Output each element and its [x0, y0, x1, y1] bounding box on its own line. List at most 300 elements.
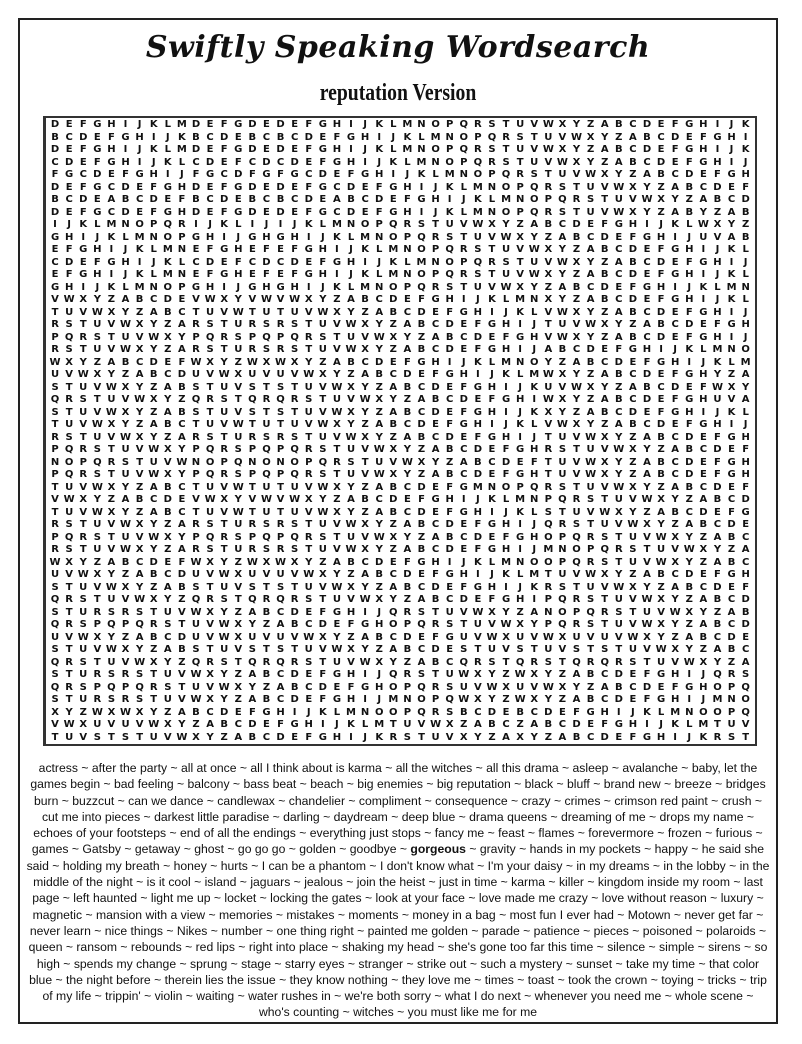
grid-letter: D	[290, 156, 299, 168]
grid-letter: O	[713, 706, 722, 718]
grid-letter: U	[290, 306, 299, 318]
grid-letter: W	[359, 656, 371, 668]
grid-letter: B	[657, 319, 665, 330]
grid-letter: H	[276, 706, 285, 718]
grid-letter: I	[504, 381, 508, 393]
grid-letter: S	[206, 544, 214, 555]
grid-letter: Z	[135, 419, 144, 430]
word-list-item: happy	[654, 842, 688, 857]
grid-letter: R	[248, 431, 257, 443]
grid-letter: T	[206, 581, 214, 593]
grid-letter: B	[389, 481, 398, 493]
word-separator: ~	[387, 972, 402, 987]
grid-letter: R	[79, 444, 88, 455]
grid-letter: A	[375, 481, 384, 493]
grid-letter: M	[472, 181, 483, 193]
grid-letter: R	[572, 594, 581, 605]
grid-row	[48, 369, 753, 382]
grid-letter: T	[79, 519, 87, 530]
grid-letter: O	[459, 131, 469, 143]
word-separator: ~	[114, 793, 129, 808]
grid-letter: T	[51, 506, 59, 518]
grid-letter: R	[544, 206, 553, 218]
grid-letter: E	[361, 181, 369, 193]
grid-letter: V	[600, 444, 609, 455]
grid-letter: S	[234, 531, 242, 543]
grid-letter: S	[276, 581, 285, 593]
grid-letter: G	[93, 181, 102, 193]
grid-letter: U	[65, 306, 74, 318]
grid-letter: D	[600, 281, 609, 293]
grid-letter: F	[403, 356, 411, 368]
grid-letter: C	[629, 144, 637, 155]
grid-letter: A	[530, 606, 539, 618]
grid-letter: W	[613, 481, 625, 493]
grid-letter: B	[121, 194, 130, 205]
grid-letter: G	[501, 594, 511, 605]
grid-letter: U	[487, 644, 497, 655]
grid-letter: U	[65, 419, 74, 430]
grid-letter: Z	[502, 694, 510, 705]
grid-letter: X	[79, 494, 88, 505]
grid-letter: B	[671, 506, 679, 518]
grid-letter: T	[573, 481, 580, 493]
grid-letter: Y	[375, 519, 383, 530]
grid-letter: I	[729, 256, 734, 268]
grid-letter: R	[544, 581, 553, 593]
grid-row	[48, 607, 753, 620]
grid-letter: A	[347, 294, 355, 305]
grid-row	[48, 144, 753, 157]
grid-letter: T	[192, 419, 200, 430]
grid-letter: D	[685, 319, 694, 330]
grid-letter: Y	[375, 544, 383, 555]
grid-letter: R	[79, 531, 88, 543]
grid-letter: M	[472, 481, 483, 493]
grid-letter: R	[431, 231, 440, 243]
grid-letter: F	[714, 456, 721, 468]
word-list-item: take my time	[626, 956, 696, 971]
grid-letter: W	[134, 594, 146, 605]
grid-letter: A	[572, 356, 581, 368]
grid-letter: Y	[403, 531, 412, 543]
grid-letter: W	[373, 469, 385, 480]
grid-letter: G	[642, 231, 652, 243]
grid-letter: E	[516, 456, 524, 468]
word-separator: ~	[661, 989, 676, 1004]
grid-letter: T	[418, 731, 425, 743]
grid-letter: V	[220, 506, 229, 518]
grid-letter: J	[461, 194, 466, 205]
grid-letter: C	[206, 706, 214, 718]
grid-letter: V	[163, 731, 172, 743]
grid-letter: Z	[375, 644, 383, 655]
grid-letter: A	[600, 369, 609, 380]
grid-letter: W	[148, 469, 160, 480]
word-list-item: never get far	[684, 907, 753, 922]
grid-letter: Y	[121, 419, 130, 430]
grid-letter: S	[460, 644, 468, 655]
grid-letter: E	[671, 306, 679, 318]
grid-letter: Y	[643, 481, 651, 493]
grid-letter: D	[191, 181, 201, 193]
grid-letter: B	[657, 469, 665, 480]
word-separator: ~	[515, 842, 530, 857]
grid-letter: J	[377, 156, 382, 168]
grid-letter: B	[290, 681, 299, 693]
grid-letter: W	[204, 294, 216, 305]
grid-letter: B	[389, 419, 398, 430]
grid-letter: W	[430, 719, 442, 730]
grid-letter: Z	[234, 556, 242, 568]
grid-letter: H	[149, 169, 158, 180]
grid-letter: C	[460, 469, 468, 480]
grid-letter: A	[403, 431, 412, 443]
grid-letter: C	[586, 731, 595, 743]
grid-letter: A	[417, 594, 426, 605]
grid-letter: C	[643, 331, 651, 343]
grid-letter: H	[375, 619, 384, 630]
grid-letter: E	[587, 219, 595, 230]
grid-letter: U	[121, 331, 130, 343]
grid-letter: X	[375, 594, 384, 605]
word-list-item: violin	[154, 989, 183, 1004]
grid-letter: X	[262, 556, 271, 568]
grid-letter: B	[403, 381, 412, 393]
grid-letter: G	[234, 181, 243, 193]
grid-letter: B	[431, 394, 440, 405]
grid-letter: W	[345, 344, 357, 355]
word-separator: ~	[62, 940, 77, 955]
grid-letter: Z	[685, 494, 693, 505]
grid-letter: Y	[150, 706, 158, 718]
word-list-item: gorgeous	[410, 842, 466, 857]
grid-letter: F	[685, 331, 693, 343]
grid-letter: Y	[234, 494, 242, 505]
grid-letter: S	[65, 431, 73, 443]
grid-letter: A	[741, 394, 750, 405]
grid-letter: W	[711, 381, 723, 393]
grid-letter: B	[389, 506, 398, 518]
grid-letter: Y	[615, 456, 623, 468]
grid-letter: X	[600, 431, 609, 443]
grid-letter: N	[727, 344, 736, 355]
grid-letter: D	[572, 219, 581, 230]
grid-letter: Y	[530, 731, 538, 743]
grid-letter: H	[459, 369, 468, 380]
grid-letter: J	[631, 706, 635, 718]
grid-letter: I	[447, 194, 452, 205]
grid-letter: J	[532, 319, 537, 330]
word-list-item: in the middle of the night	[33, 858, 770, 890]
grid-letter: G	[473, 381, 482, 393]
grid-letter: W	[218, 369, 230, 380]
grid-letter: Z	[572, 406, 581, 418]
grid-letter: Q	[262, 531, 271, 543]
grid-letter: Q	[417, 706, 426, 718]
grid-letter: E	[685, 131, 693, 143]
grid-letter: P	[220, 456, 228, 468]
word-separator: ~	[495, 907, 510, 922]
grid-letter: Z	[586, 394, 595, 405]
grid-letter: Q	[389, 606, 398, 618]
grid-letter: B	[614, 119, 623, 130]
grid-letter: G	[727, 431, 736, 443]
grid-row	[48, 632, 753, 645]
grid-letter: U	[403, 719, 412, 730]
grid-letter: R	[79, 331, 88, 343]
grid-letter: U	[262, 506, 271, 518]
grid-letter: V	[318, 381, 327, 393]
grid-letter: R	[516, 169, 524, 180]
word-list-item: painted me golden	[367, 923, 468, 938]
grid-letter: X	[347, 581, 355, 593]
grid-letter: Y	[164, 594, 172, 605]
grid-letter: F	[714, 169, 721, 180]
grid-letter: S	[488, 119, 496, 130]
grid-letter: G	[191, 281, 201, 293]
grid-letter: B	[262, 694, 271, 705]
grid-letter: T	[629, 606, 637, 618]
word-separator: ~	[166, 826, 180, 841]
grid-letter: Z	[460, 719, 468, 730]
word-separator: ~	[59, 956, 74, 971]
grid-letter: B	[445, 331, 454, 343]
grid-letter: K	[135, 244, 144, 255]
word-list-item: all the witches	[395, 761, 473, 775]
grid-letter: H	[713, 331, 722, 343]
word-list-item: stage	[241, 956, 271, 971]
grid-letter: Q	[191, 594, 201, 605]
grid-letter: J	[490, 369, 494, 380]
grid-letter: R	[544, 481, 553, 493]
grid-row	[48, 194, 753, 207]
grid-letter: D	[262, 256, 271, 268]
grid-letter: E	[657, 369, 665, 380]
grid-letter: G	[163, 181, 172, 193]
grid-letter: Y	[713, 656, 722, 668]
grid-letter: T	[516, 256, 524, 268]
grid-letter: M	[360, 231, 371, 243]
grid-letter: U	[572, 631, 581, 643]
grid-letter: E	[305, 669, 313, 680]
grid-letter: U	[544, 381, 553, 393]
grid-letter: J	[123, 244, 128, 255]
grid-letter: B	[417, 319, 426, 330]
grid-letter: U	[121, 444, 130, 455]
grid-letter: Q	[93, 456, 102, 468]
grid-letter: E	[136, 181, 144, 193]
grid-letter: C	[150, 494, 158, 505]
grid-letter: I	[349, 144, 353, 155]
grid-letter: Q	[163, 219, 173, 230]
grid-row	[48, 619, 753, 632]
grid-letter: S	[79, 681, 87, 693]
word-separator: ~	[584, 875, 598, 890]
grid-letter: J	[701, 356, 706, 368]
word-separator: ~	[343, 777, 358, 792]
grid-letter: O	[529, 194, 539, 205]
grid-letter: S	[262, 344, 271, 355]
grid-letter: H	[670, 356, 680, 368]
grid-letter: C	[601, 694, 609, 705]
grid-letter: Y	[572, 394, 581, 405]
grid-letter: W	[260, 294, 272, 305]
word-list-item: strike out	[417, 956, 467, 971]
grid-letter: J	[687, 231, 692, 243]
grid-letter: W	[275, 556, 287, 568]
grid-letter: E	[234, 706, 242, 718]
word-list-item: magnetic	[32, 907, 83, 922]
grid-letter: U	[586, 206, 595, 218]
grid-letter: Z	[544, 231, 552, 243]
grid-letter: I	[81, 231, 86, 243]
grid-letter: M	[501, 356, 512, 368]
grid-letter: F	[685, 256, 693, 268]
grid-letter: U	[346, 531, 356, 543]
grid-letter: Q	[191, 394, 201, 405]
grid-row	[48, 419, 753, 432]
grid-letter: G	[516, 331, 525, 343]
grid-letter: J	[743, 419, 748, 430]
grid-letter: C	[178, 306, 186, 318]
grid-letter: P	[446, 119, 454, 130]
grid-letter: H	[501, 431, 511, 443]
grid-letter: M	[134, 281, 145, 293]
grid-letter: D	[431, 381, 440, 393]
word-list-item: love without reason	[601, 891, 707, 906]
grid-letter: E	[263, 719, 270, 730]
grid-letter: A	[713, 644, 722, 655]
grid-letter: X	[361, 319, 369, 330]
grid-letter: D	[656, 306, 666, 318]
grid-letter: K	[699, 281, 708, 293]
grid-letter: S	[206, 344, 214, 355]
grid-letter: P	[516, 481, 524, 493]
grid-letter: Z	[572, 294, 581, 305]
grid-letter: Z	[601, 419, 609, 430]
grid-letter: S	[206, 319, 214, 330]
grid-letter: T	[601, 494, 609, 505]
grid-letter: V	[234, 644, 243, 655]
grid-letter: I	[743, 131, 748, 143]
grid-row	[48, 257, 753, 270]
grid-letter: H	[670, 669, 680, 680]
grid-letter: T	[559, 656, 566, 668]
grid-letter: Q	[558, 594, 567, 605]
word-list-item: whole scene	[675, 989, 743, 1004]
grid-letter: T	[432, 219, 439, 230]
grid-letter: D	[656, 419, 666, 430]
grid-letter: D	[642, 394, 652, 405]
grid-letter: U	[234, 431, 243, 443]
grid-letter: J	[518, 406, 522, 418]
grid-letter: A	[643, 469, 651, 480]
word-list-item: number	[221, 923, 263, 938]
grid-letter: R	[586, 531, 595, 543]
grid-letter: U	[346, 469, 356, 480]
grid-letter: R	[474, 144, 482, 155]
grid-letter: B	[178, 381, 186, 393]
word-list-item: can we dance	[128, 793, 204, 808]
grid-letter: C	[164, 369, 172, 380]
grid-letter: G	[417, 556, 426, 568]
grid-letter: Z	[121, 569, 130, 580]
grid-letter: X	[163, 719, 172, 730]
grid-letter: O	[290, 456, 299, 468]
grid-letter: V	[530, 631, 539, 643]
grid-letter: L	[418, 131, 425, 143]
grid-letter: G	[459, 306, 468, 318]
grid-letter: E	[601, 344, 609, 355]
word-separator: ~	[342, 875, 357, 890]
grid-letter: A	[149, 506, 158, 518]
grid-letter: K	[727, 269, 736, 280]
grid-letter: N	[346, 219, 356, 230]
grid-letter: O	[445, 156, 454, 168]
grid-letter: R	[488, 156, 496, 168]
grid-letter: M	[331, 219, 342, 230]
grid-letter: O	[64, 456, 74, 468]
word-list-item: spends my change	[73, 956, 177, 971]
grid-letter: F	[347, 619, 355, 630]
grid-letter: V	[135, 719, 144, 730]
grid-letter: E	[657, 681, 665, 693]
grid-letter: F	[403, 194, 411, 205]
grid-letter: Q	[107, 619, 116, 630]
grid-letter: H	[121, 256, 130, 268]
grid-letter: Z	[417, 469, 426, 480]
grid-letter: F	[474, 431, 482, 443]
grid-letter: W	[218, 631, 230, 643]
grid-letter: E	[305, 256, 313, 268]
grid-letter: E	[108, 169, 115, 180]
grid-letter: R	[304, 469, 313, 480]
grid-letter: D	[93, 169, 102, 180]
grid-letter: F	[375, 206, 383, 218]
word-list-item: deep blue	[401, 809, 456, 824]
grid-letter: H	[473, 506, 483, 518]
grid-letter: A	[107, 194, 116, 205]
grid-letter: T	[643, 656, 651, 668]
grid-letter: K	[333, 281, 341, 293]
grid-letter: Z	[615, 381, 623, 393]
grid-letter: D	[713, 581, 722, 593]
grid-letter: I	[137, 256, 142, 268]
grid-letter: W	[91, 706, 103, 718]
grid-letter: Y	[206, 731, 214, 743]
grid-letter: Z	[446, 456, 454, 468]
grid-letter: Y	[389, 394, 397, 405]
grid-letter: U	[107, 594, 116, 605]
grid-letter: V	[79, 419, 88, 430]
grid-letter: A	[375, 506, 384, 518]
word-list-item: sunset	[576, 956, 613, 971]
word-separator: ~	[755, 923, 767, 938]
grid-letter: C	[220, 169, 228, 180]
grid-letter: P	[727, 706, 736, 718]
grid-letter: A	[643, 431, 651, 443]
grid-letter: A	[643, 319, 651, 330]
grid-letter: F	[305, 181, 313, 193]
grid-letter: R	[713, 731, 722, 743]
grid-letter: D	[431, 406, 440, 418]
grid-letter: E	[178, 294, 186, 305]
grid-letter: I	[165, 169, 170, 180]
grid-letter: Z	[629, 169, 637, 180]
grid-letter: S	[488, 656, 496, 668]
grid-letter: V	[220, 481, 229, 493]
